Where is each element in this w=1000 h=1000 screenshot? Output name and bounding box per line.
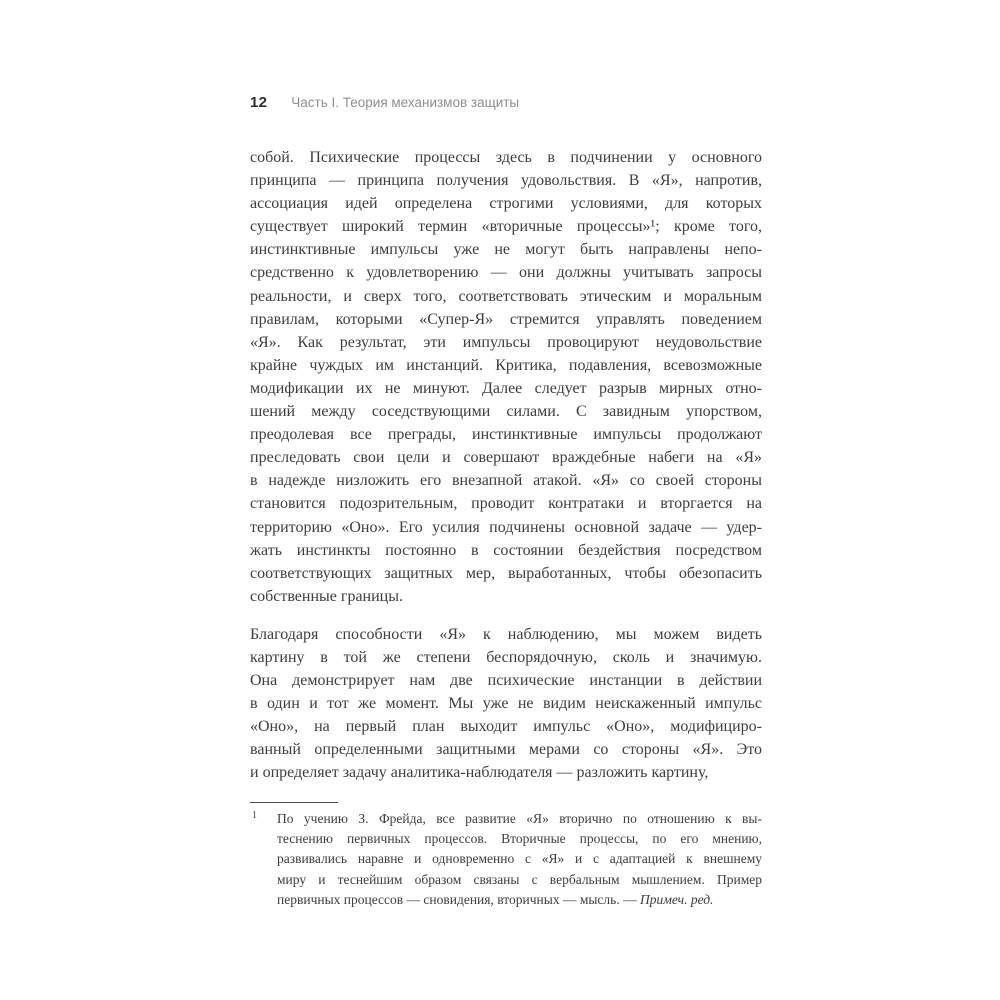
running-head bbox=[250, 94, 762, 111]
text-line: Она демонстрирует нам две психические инстанции в действии bbox=[250, 672, 762, 690]
footnote-line bbox=[277, 890, 762, 910]
footnote-editor-note: Примеч. ред. bbox=[639, 892, 714, 908]
text-line: принципа — принципа получения удовольствия. В «Я», напротив, bbox=[250, 172, 762, 190]
text-line: ванный определенными защитными мерами со стороны «Я». Это bbox=[250, 741, 762, 759]
text-line: инстинктивные импульсы уже не могут быть направлены непо- bbox=[250, 241, 762, 259]
chapter-title: Часть I. Теория механизмов защиты bbox=[291, 95, 520, 110]
text-line: реальности, и сверх того, соответствовать этическим и моральным bbox=[250, 287, 762, 305]
text-line: преследовать свои цели и совершают враждебные набеги на «Я» bbox=[250, 449, 762, 467]
text-line: картину в той же степени беспорядочную, сколь и значимую. bbox=[250, 648, 762, 666]
text-line: территорию «Оно». Его усилия подчинены основной задаче — удер- bbox=[250, 518, 762, 536]
text-line: в надежде низложить его внезапной атакой. «Я» со своей стороны bbox=[250, 472, 762, 490]
body-text-column bbox=[250, 146, 762, 911]
footnote-last-line-text: первичных процессов — сновидения, вторичных — мысль. — bbox=[277, 892, 640, 908]
text-line: становится подозрительным, проводит контратаки и вторгается на bbox=[250, 495, 762, 513]
text-line: собой. Психические процессы здесь в подчинении у основного bbox=[250, 149, 762, 166]
paragraph-2 bbox=[250, 623, 762, 785]
footnote bbox=[250, 809, 762, 911]
footnote-line: По учению З. Фрейда, все развитие «Я» вторично по отношению к вы- bbox=[277, 810, 762, 826]
text-line: шений между соседствующими силами. С завидным упорством, bbox=[250, 403, 762, 421]
text-line: ассоциация идей определена строгими условиями, для которых bbox=[250, 195, 762, 213]
footnote-marker: 1 bbox=[252, 809, 257, 821]
text-line: собственные границы. bbox=[250, 587, 403, 605]
text-line: модификации их не минуют. Далее следует разрыв мирных отно- bbox=[250, 379, 762, 397]
page-number: 12 bbox=[250, 94, 268, 111]
text-line: и определяет задачу аналитика-наблюдателя — разложить картину, bbox=[250, 764, 709, 782]
footnote-line: миру и теснейшим образом связаны с вербальным мышлением. Пример bbox=[277, 871, 762, 887]
footnote-separator bbox=[250, 802, 338, 803]
paragraph-1 bbox=[250, 146, 762, 608]
footnote-line: теснению первичных процессов. Вторичные процессы, по его мнению, bbox=[277, 830, 762, 846]
footnote-line: развивались наравне и одновременно с «Я» и с адаптацией к внешнему bbox=[277, 851, 762, 867]
text-line: существует широкий термин «вторичные процессы»¹; кроме того, bbox=[250, 218, 762, 236]
text-line: Благодаря способности «Я» к наблюдению, мы можем видеть bbox=[250, 625, 762, 643]
text-line: в один и тот же момент. Мы уже не видим неискаженный импульс bbox=[250, 695, 762, 713]
text-line: «Оно», на первый план выходит импульс «Оно», модифициро- bbox=[250, 718, 762, 736]
text-line: правилам, которыми «Супер-Я» стремится управлять поведением bbox=[250, 310, 762, 328]
text-line: жать инстинкты постоянно в состоянии бездействия посредством bbox=[250, 541, 762, 559]
text-line: преодолевая все преграды, инстинктивные импульсы продолжают bbox=[250, 426, 762, 444]
text-line: крайне чуждых им инстанций. Критика, подавления, всевозможные bbox=[250, 356, 762, 374]
text-line: «Я». Как результат, эти импульсы провоцируют неудовольствие bbox=[250, 333, 762, 351]
text-line: средственно к удовлетворению — они должны учитывать запросы bbox=[250, 264, 762, 282]
text-line: соответствующих защитных мер, выработанных, чтобы обезопасить bbox=[250, 564, 762, 582]
